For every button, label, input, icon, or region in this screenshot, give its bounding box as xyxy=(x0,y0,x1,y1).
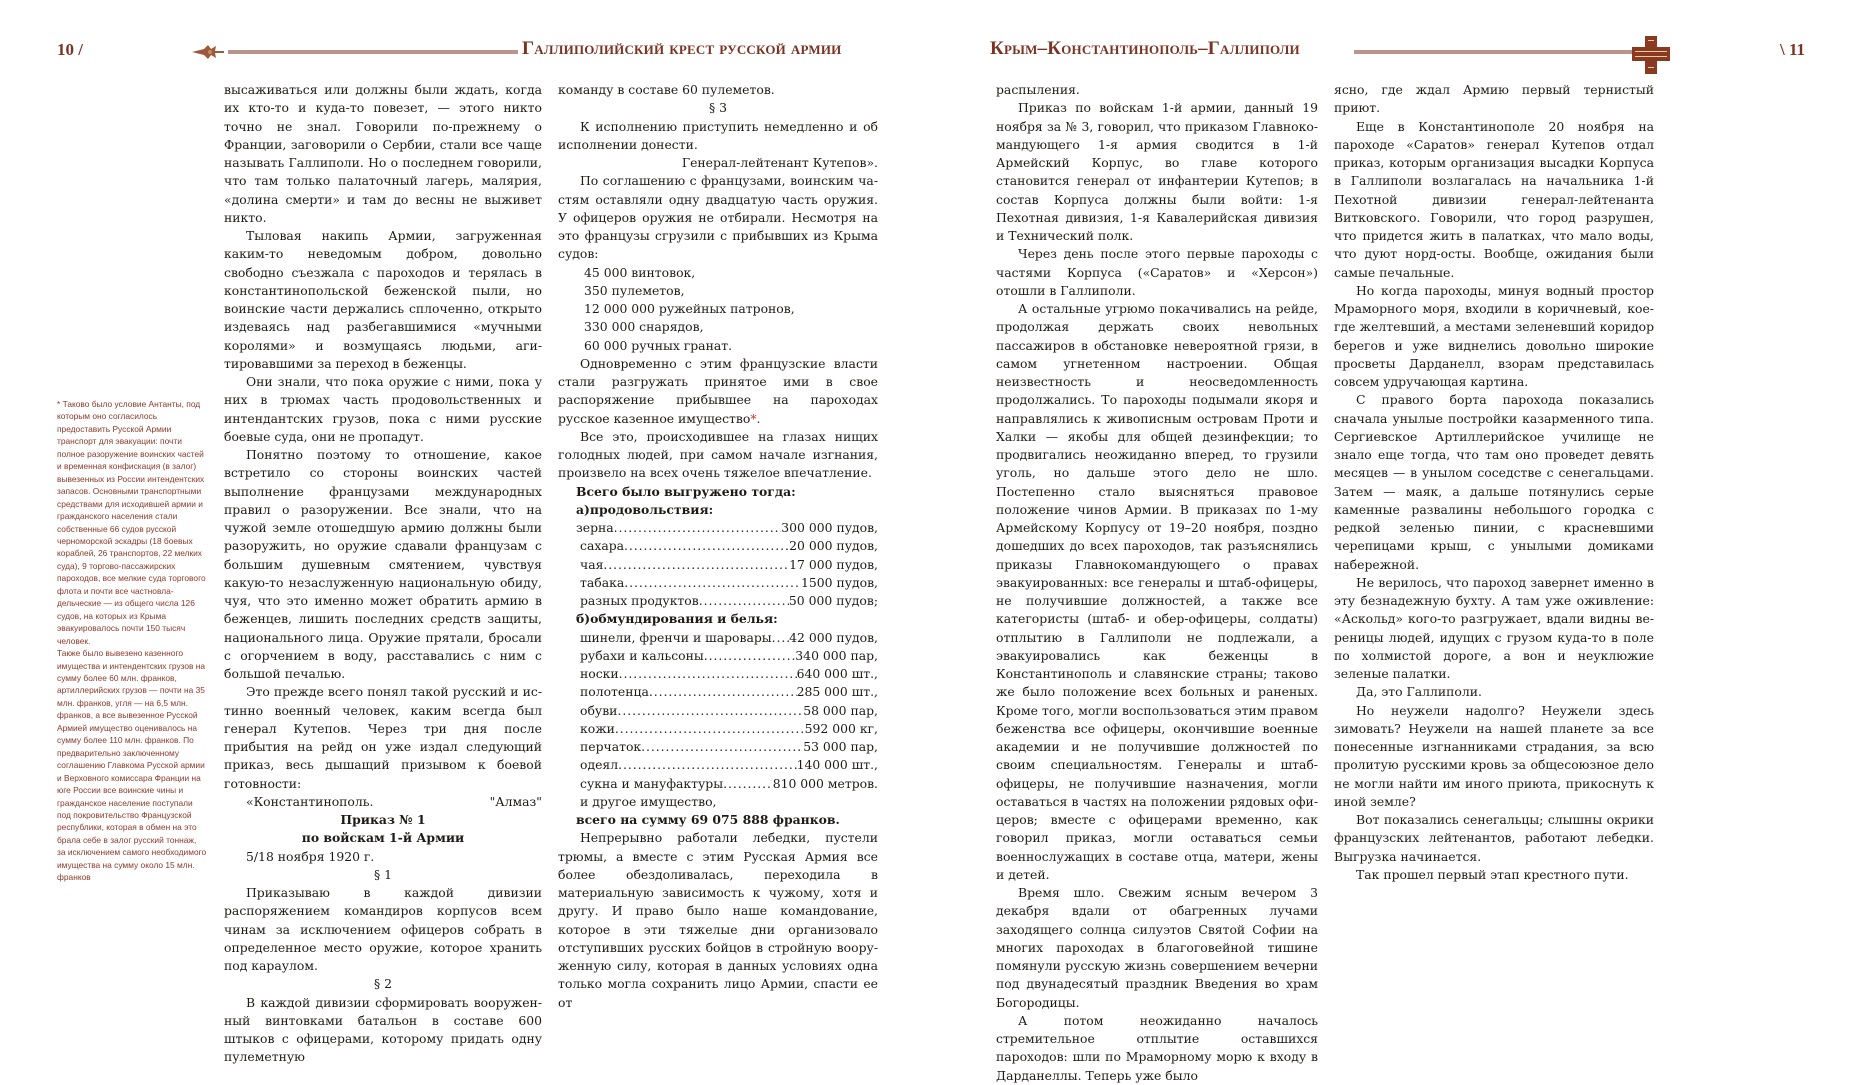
paragraph: Но когда пароходы, минуя водный простор Мраморного моря, входили в коричневый, кое-где желтевший, а местами зеленевший коридор берегов и уже виднелись довольно широкие просветы Дарданелл, взорам представилась совсем удручающая картина. xyxy=(1334,282,1654,389)
right-page-column-1 xyxy=(996,81,1318,1085)
order-heading-row xyxy=(224,793,542,811)
paragraph: Они знали, что пока оружие с ними, пока у них в трюмах часть продовольственных и интендантских грузов, пока с ними русские боевые суда, они не пропадут. xyxy=(224,374,542,444)
total-sum: всего на сумму 69 075 888 франков. xyxy=(576,812,840,827)
table-row: чая . . . 17 000 пудов, xyxy=(558,556,878,574)
section-marker: § 2 xyxy=(373,976,393,992)
paragraph: К исполнению приступить немедленно и об исполнении донести. xyxy=(558,118,878,152)
left-page-column-2 xyxy=(558,81,878,1012)
paragraph: Понятно поэтому то отношение, какое встретило со стороны воинских частей выполнение французами международных правил о разоружении. Все знали, что на чужой земле отошедшую армию должны были разоружить, но оружие сдавали французам с большим душевным смятением, чувствуя какую-то незаслуженную национальную обиду, чуя, что это именно может обратить армию в беженцев, лишить последних средств защиты, национального лица. Оружие прятали, бросали с огорчением в воду, расставались с ним с большой печалью. xyxy=(224,447,542,681)
paragraph: Еще в Константинополе 20 ноября на пароходе «Саратов» генерал Кутепов отдал приказ, которым организация высадки Корпуса в Галлиполи возлагалась на начальника 1-й Пехотной дивизии генерал-лейтенанта Витковского. Говорили, что город разрушен, что придется жить в палатках, что мало воды, что дуют норд-осты. Вообще, ожидания были самые печальные. xyxy=(1334,118,1654,280)
paragraph: команду в составе 60 пулеметов. xyxy=(558,82,775,97)
table-row: рубахи и кальсоны . . . 340 000 пар, xyxy=(558,647,878,665)
table-row: обуви . . . 58 000 пар, xyxy=(558,702,878,720)
paragraph: Приказываю в каждой дивизии распоряжением командиров корпусов всем чинам за исключением офицеров собрать в определенное место оружие, которое хранить под караулом. xyxy=(224,885,542,973)
paragraph: А остальные угрюмо покачивались на рейде, продолжая держать своих невольных пассажиров в обстановке невероятной грязи, в самом угнетенном настроении. Общая неизвестность и неосведомленность продолжались. То пароходы подымали якоря и направлялись к живописным островам Проти и Халки — якобы для общей дезинфекции; то продвигались неожиданно вперед, то грузили уголь, но дальше этого дело не шло. Постепенно стало выясняться правовое положение чинов Армии. В приказах по 1-му Армейскому Корпусу от 19–20 ноября, поздно дошедших до всех пароходов, так разъяснялись приказы Главнокомандующего о правах эвакуированных: все генералы и штаб-офицеры, не получившие должностей, а также все категористы (штаб- и обер-офицеры, солдаты) отплытию в Галлиполи не подлежали, а эвакуировались как беженцы в Константинополь и славянские страны; таково же было положение всех больных и раненых. Кроме того, могли воспользоваться этим правом беженства все офицеры, окончившие военные академии и не получившие должностей по своим специальностям. Генералы и штаб-офицеры, не получившие назначения, могли оставаться в частях на положении рядовых офицеров; вместе с офицерами временно, как говорил приказ, могли оставаться семьи военнослужащих в составе отца, матери, жены и детей. xyxy=(996,301,1318,882)
paragraph: Это прежде всего понял такой русский и истинно военный человек, каким всегда был генерал Кутепов. Через три дня после прибытия на рейд он уже издал следующий приказ, весь дышащий призывом к боевой готовности: xyxy=(224,684,542,791)
order-date: 5/18 ноября 1920 г. xyxy=(246,848,375,864)
seized-list-item: 350 пулеметов, xyxy=(584,282,685,298)
paragraph: Приказ по войскам 1-й армии, данный 19 ноября за № 3, говорил, что приказом Главнокомандующего 1-я армия сводится в 1-й Армейский Корпус, во главе которого становится генерал от инфантерии Кутепов; в состав Корпуса должны были войти: 1-я Пехотная дивизия, 1-я Кавалерийская дивизия и Технический полк. xyxy=(996,100,1318,243)
paragraph: По соглашению с французами, воинским частям оставляли одну двадцатую часть оружия. У офицеров оружия не отбирали. Несмотря на это французы сгрузили с прибывших из Крыма судов: xyxy=(558,173,878,262)
order-title: Приказ № 1 xyxy=(340,812,426,827)
page-number-left: 10 / xyxy=(57,40,83,59)
paragraph: Но неужели надолго? Неужели здесь зимовать? Неужели на нашей планете за все понесенные изгнанниками страдания, за всю пролитую русскими кровь за общесоюзное дело не могли найти им иного приюта, прикоснуть к иной земле? xyxy=(1334,702,1654,809)
footnote-marker[interactable]: * xyxy=(750,410,757,426)
paragraph: Все это, происходившее на глазах нищих голодных людей, при самом начале изгнания, произвело на всех очень тяжелое впечатление. xyxy=(558,428,878,481)
table-row: шинели, френчи и шаровары . . . 42 000 пудов, xyxy=(558,629,878,647)
section-marker: § 3 xyxy=(708,100,728,116)
seized-list-item: 45 000 винтовок, xyxy=(584,264,696,280)
table-row: одеял . . . 140 000 шт., xyxy=(558,756,878,774)
footnote-paragraph: Также было вывезено казенного имущества и интендентских грузов на сумму более 60 млн. франков, артиллерийских грузов — почти на 35 млн. франков, угля — на 6,5 млн. франков, а все вывезенное Русской Армией имущество оценивалось на сумму более 110 млн. франков. По предварительно заключенному соглашению Главкома Русской армии и Верховного комиссара Франции на юге России все воинские чины и гражданское население поступали под покровительство Французской республики, которая в обмен на это брала себе в залог русский тоннаж, за исключением самого необходимого имущества на сумму около 15 млн. франков xyxy=(57,648,207,883)
paragraph: Вот показались сенегальцы; слышны окрики французских лейтенантов, работают лебедки. Выгрузка начинается. xyxy=(1334,812,1654,864)
order-place: «Константинополь. xyxy=(246,793,374,809)
signature: Генерал-лейтенант Кутепов». xyxy=(681,155,878,170)
table-row: табака . . . 1500 пудов, xyxy=(558,574,878,592)
paragraph: ясно, где ждал Армию первый тернистый приют. xyxy=(1334,82,1654,116)
order-subtitle: по войскам 1-й Армии xyxy=(301,830,465,846)
table-row: носки . . . 640 000 шт., xyxy=(558,665,878,683)
footnote-paragraph: * Таково было условие Антанты, под которым оно согласилось предоставить Русской Армии транспорт для эвакуации: почти полное разоружение воинских частей и временная конфискация (в залог) вывезенных из России интендентских запасов. Основными транспортными средствами для исходившей армии и гражданского населения стали собственные 66 судов русской черноморской эскадры (18 боевых кораблей, 26 транспортов, 22 мелких суда), 9 торгово-пассажирских пароходов, все мелкие суда торгового флота и почти все частновладельческие — из общего числа 126 судов, на которых из Крыма эвакуировалось почти 150 тысяч человек. xyxy=(57,399,206,646)
paragraph: Время шло. Свежим ясным вечером 3 декабря вдали от обагренных лучами заходящего солнца силуэтов Святой Софии на многих пароходах в благоговейной тишине помянули русскую жизнь совершением вечерни под двунадесятый праздник Введения во храм Богородицы. xyxy=(996,885,1318,1010)
table-row: зерна . . . 300 000 пудов, xyxy=(558,519,878,537)
unloaded-heading: Всего было выгружено тогда: xyxy=(576,483,796,499)
page-number-right: \ 11 xyxy=(1780,40,1806,59)
paragraph: В каждой дивизии сформировать вооруженный винтовками батальон в составе 600 штыков с офицерами, которому придать одну пулеметную xyxy=(224,994,542,1065)
header-rule-right xyxy=(1354,50,1634,54)
paragraph: Да, это Галлиполи. xyxy=(1356,684,1482,700)
seized-list-item: 60 000 ручных гранат. xyxy=(584,337,733,353)
left-page-column-1 xyxy=(224,81,542,1067)
clothing-heading: б)обмундирования и белья: xyxy=(576,611,778,627)
paragraph: Так прошел первый этап крестного пути. xyxy=(1356,866,1629,882)
other-property: и другое имущество, xyxy=(580,793,717,809)
paragraph: высаживаться или должны были ждать, когда их кто-то и куда-то повезет, — этого никто точно не знал. Говорили по-прежнему о Франции, заговорили о Сербии, стали все чаще называть Галлиполи. Но о последнем говорили, что там только палаточный лагерь, малярия, «долина смерти» и там до весны не выживет никто. xyxy=(224,82,542,225)
table-row: полотенца . . . 285 000 шт., xyxy=(558,683,878,701)
paragraph: А потом неожиданно началось стремительное отплытие оставшихся пароходов: шли по Мраморному морю к входу в Дарданеллы. Теперь уже было xyxy=(996,1012,1318,1083)
table-row: разных продуктов . . . 50 000 пудов; xyxy=(558,592,878,610)
paragraph: Тыловая накипь Армии, загруженная каким-то неведомым добром, довольно свободно съезжала с пароходов и терялась в константинопольской беженской пыли, но воинские части держались сплоченно, открыто издеваясь над разбегавшимися «мучными королями» и возмущаясь людьми, агитировавшими за переход в беженцы. xyxy=(224,228,542,371)
section-marker: § 1 xyxy=(373,866,393,882)
paragraph: Через день после этого первые пароходы с частями Корпуса («Саратов» и «Херсон») отошли в Галлиполи. xyxy=(996,246,1318,298)
table-row: сукна и мануфактуры . . . 810 000 метров. xyxy=(558,775,878,793)
orthodox-cross-icon xyxy=(1632,36,1670,78)
paragraph: Не верилось, что пароход завернет именно в эту безнадежную бухту. А там уже оживление: «Аскольд» кого-то разгружает, вдали видны вереницы людей, идущих с грузом куда-то в поле по холмистой дороге, а вон и неуклюжие зеленые палатки. xyxy=(1334,574,1654,681)
paragraph: Непрерывно работали лебедки, пустели трюмы, а вместе с этим Русская Армия все более обездоливалась, переходила в материальную зависимость к чужому, хотя и другу. И право было наше командование, которое в эти тяжелые дни организовало отступивших русских бойцов в стройную вооруженную силу, которая в данных условиях одна только могла сохранить лицо Армии, спасти ее от xyxy=(558,830,878,1010)
paragraph: Одновременно с этим французские власти стали разгружать принятое ими в свое распоряжение прибывшее на пароходах русское казенное имущество*. xyxy=(558,355,878,426)
food-heading: а)продовольствия: xyxy=(576,501,714,517)
header-rule-left xyxy=(228,50,518,54)
footnote-sidebar xyxy=(57,398,207,884)
right-page-column-2 xyxy=(1334,81,1654,884)
running-title-right: Крым–Константинополь–Галлиполи xyxy=(990,38,1300,59)
table-row: кожи . . . 592 000 кг, xyxy=(558,720,878,738)
paragraph: распыления. xyxy=(996,82,1080,97)
table-row: перчаток . . . 53 000 пар, xyxy=(558,738,878,756)
seized-list-item: 330 000 снарядов, xyxy=(584,319,704,335)
seized-list-item: 12 000 000 ружейных патронов, xyxy=(584,301,795,316)
paragraph: С правого борта парохода показались сначала унылые постройки казарменного типа. Сергиевское Артиллерийское училище не знало еще тогда, что там оно проведет девять месяцев — в унылом соседстве с сенегальцами. Затем — маяк, а дальше потянулись серые каменные развалины небольшого городка с редкой зеленью пинии, с красневшими черепицами крыш, с унылыми домиками набережной. xyxy=(1334,392,1654,572)
order-ship: "Алмаз" xyxy=(489,793,542,809)
table-row: сахара . . . 20 000 пудов, xyxy=(558,537,878,555)
fleur-arrow-ornament-icon xyxy=(190,43,238,65)
running-title-left: Галлиполийский крест русской армии xyxy=(522,38,842,59)
